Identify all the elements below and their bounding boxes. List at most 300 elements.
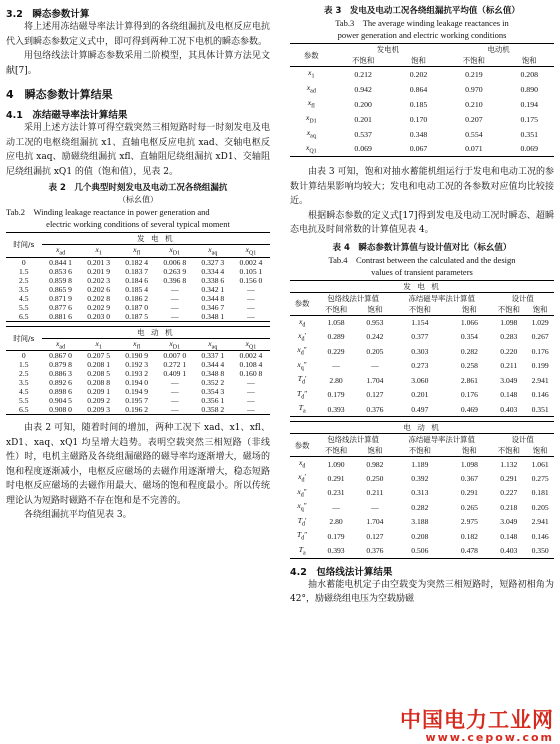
- table-cell: 1.058: [327, 318, 345, 327]
- table-3-caption: [290, 5, 554, 41]
- table-cell: 0.275: [531, 473, 549, 483]
- table-cell: 0.376: [358, 544, 392, 559]
- section-3-2-heading: 3.2 瞬态参数计算: [6, 9, 90, 20]
- table-3: [290, 43, 554, 157]
- table-cell: 0.146: [531, 390, 549, 400]
- table-row: [6, 369, 270, 378]
- table-cell: 0.313: [411, 488, 429, 498]
- table-cell: 0.210: [465, 99, 483, 109]
- table-4: [290, 280, 554, 559]
- table-cell: 4.5: [19, 293, 29, 303]
- table-row: [290, 486, 554, 501]
- table-3-column-header: 不饱和: [333, 55, 394, 67]
- table-4-param: $x_d'$: [298, 472, 307, 484]
- table-cell: 0.892 6: [49, 378, 72, 388]
- table-cell: 0.970: [465, 84, 483, 94]
- table-cell: 1.098: [500, 318, 518, 327]
- table-cell: 0.867 0: [49, 351, 72, 361]
- table-3-caption-en: power generation and electric working conditions: [337, 30, 507, 40]
- table-cell: 0.342 1: [201, 284, 225, 294]
- table-row: [6, 378, 270, 387]
- table-4-caption-cn: 表 4 瞬态参数计算值与设计值对比（标幺值）: [332, 242, 512, 253]
- table-cell: 3.049: [500, 375, 518, 385]
- table-cell: —: [332, 502, 340, 512]
- table-cell: 5.5: [19, 302, 29, 312]
- table-3-group-header: 电动机: [443, 44, 554, 56]
- table-cell: 2.5: [19, 369, 29, 379]
- table-cell: 0.282: [411, 502, 429, 512]
- table-4-column-header: 饱和: [526, 445, 554, 457]
- paragraph: 将上述用冻结磁导率法计算得到的各绕组漏抗及电枢反应电抗代入到瞬态参数定义式中，即可得到两种工况下电机的瞬态参数。: [6, 22, 270, 47]
- table-row: [290, 330, 554, 345]
- table-cell: 0.202 3: [87, 275, 111, 285]
- table-4-param: $T_d'$: [297, 374, 307, 386]
- table-cell: 0.283: [500, 332, 518, 342]
- table-2-column-header: $x_{aq}$: [194, 338, 232, 351]
- table-4-column-header: 不饱和: [314, 445, 357, 457]
- table-cell: 0.350: [526, 544, 554, 559]
- table-cell: 5.5: [19, 396, 29, 406]
- table-cell: —: [232, 312, 270, 322]
- table-cell: 0.227: [500, 488, 518, 498]
- table-cell: 6.5: [6, 405, 42, 415]
- table-cell: 0.354: [460, 332, 478, 342]
- table-cell: —: [247, 378, 255, 388]
- table-cell: 1.098: [460, 459, 478, 469]
- table-2-column-header: $x_{ad}$: [42, 245, 80, 258]
- table-2-caption-cn: 表 2 几个典型时刻发电及电动工况各绕组漏抗: [48, 183, 228, 193]
- table-cell: 0.179: [327, 531, 345, 541]
- table-2-column-header: $x_1$: [80, 245, 118, 258]
- table-row: [290, 529, 554, 544]
- table-cell: —: [247, 302, 255, 312]
- table-cell: 0.844 1: [49, 257, 72, 267]
- table-cell: 0.182 4: [125, 257, 149, 267]
- table-row: [6, 257, 270, 267]
- table-cell: 1.5: [19, 266, 29, 276]
- table-cell: 0.127: [366, 390, 384, 400]
- table-2: [6, 232, 270, 415]
- table-cell: 0.202 6: [87, 284, 111, 294]
- table-cell: 0.211: [366, 488, 384, 498]
- table-4-column-header: 饱和: [448, 304, 492, 316]
- table-cell: 0.393: [314, 402, 357, 417]
- table-row: [6, 276, 270, 285]
- table-4-column-header: 饱和: [358, 304, 392, 316]
- table-cell: 0.273: [411, 361, 429, 371]
- table-cell: 0.187 5: [118, 312, 156, 322]
- table-cell: 0.303: [411, 346, 429, 356]
- table-cell: 0.942: [354, 84, 372, 94]
- table-4-group-header: 发 电 机: [290, 280, 554, 292]
- table-cell: 0.185 4: [125, 284, 149, 294]
- table-cell: 0.554: [465, 129, 483, 139]
- table-row: [6, 360, 270, 369]
- table-cell: 0.506: [392, 544, 447, 559]
- table-cell: 0.344 8: [201, 293, 225, 303]
- table-row: [290, 402, 554, 417]
- table-cell: —: [170, 387, 179, 397]
- table-cell: 0.127: [366, 531, 384, 541]
- table-cell: 0.367: [460, 473, 478, 483]
- table-4-column-header: 不饱和: [392, 304, 447, 316]
- table-cell: —: [156, 312, 194, 322]
- table-4-param: $x_d$: [298, 458, 306, 470]
- table-row: [6, 303, 270, 312]
- table-cell: 0.250: [366, 473, 384, 483]
- table-3-group-header: 发电机: [333, 44, 444, 56]
- table-cell: 2.80: [329, 517, 343, 527]
- table-cell: 2.941: [531, 375, 549, 385]
- table-cell: 0.865 9: [49, 284, 72, 294]
- table-cell: —: [170, 396, 179, 406]
- table-4-method-header: 冻结磁导率法计算值: [408, 293, 475, 303]
- table-2-column-header: $x_{D1}$: [156, 338, 194, 351]
- table-3-param: $x_{fl}$: [307, 98, 315, 110]
- table-cell: 0: [21, 257, 26, 267]
- table-4-param: $x_q''$: [297, 501, 307, 513]
- table-cell: 0.208 8: [87, 378, 111, 388]
- section-4-1-heading: 4.1 冻结磁导率法计算结果: [6, 110, 128, 121]
- table-3-param: $x_{aq}$: [306, 128, 316, 140]
- table-row: [6, 294, 270, 303]
- table-cell: 0.219: [465, 69, 483, 79]
- table-cell: 2.5: [19, 275, 29, 285]
- table-cell: 0.403: [491, 544, 526, 559]
- table-2-caption-en: electric working conditions of several typical moment: [46, 219, 230, 229]
- table-row: [290, 373, 554, 388]
- table-row: [290, 500, 554, 515]
- table-cell: 0: [21, 351, 26, 361]
- watermark-url: www.cepow.com: [425, 731, 554, 744]
- table-cell: 0.265: [460, 502, 478, 512]
- table-4-column-header: 不饱和: [491, 445, 526, 457]
- table-cell: 1.061: [531, 459, 549, 469]
- table-cell: 0.334 4: [201, 266, 225, 276]
- table-cell: 0.108 4: [239, 360, 263, 370]
- table-cell: 0.006 8: [163, 257, 187, 267]
- table-4-caption-en: values of transient parameters: [371, 266, 473, 277]
- table-cell: 0.220: [500, 346, 518, 356]
- table-cell: 0.203 0: [80, 312, 118, 322]
- paragraph: 根据瞬态参数的定义式[17]得到发电及电动工况时瞬态、超瞬态电抗及时间常数的计算值见表 4。: [290, 210, 554, 235]
- table-cell: 0.351: [526, 402, 554, 417]
- table-row: [290, 388, 554, 403]
- table-cell: 1.704: [366, 517, 384, 527]
- watermark-title: 中国电力工业网: [400, 708, 554, 732]
- table-cell: 0.208: [411, 531, 429, 541]
- table-4-param: $x_d$: [298, 316, 306, 329]
- right-column: [290, 0, 554, 607]
- table-row: [290, 515, 554, 530]
- table-4-caption-en: Tab.4 Contrast between the calculated and the design: [328, 254, 516, 265]
- table-4-param: $T_d'$: [297, 515, 307, 528]
- table-cell: 0.881 6: [42, 312, 80, 322]
- table-cell: 0.886 3: [49, 369, 72, 379]
- table-cell: 0.396 8: [163, 275, 187, 285]
- table-cell: 0.231: [327, 488, 345, 498]
- table-cell: 0.218: [500, 502, 518, 512]
- table-4-column-header: 不饱和: [314, 304, 357, 316]
- site-watermark: [400, 708, 554, 744]
- table-cell: 0.160 8: [239, 369, 263, 379]
- table-cell: 0.146: [531, 531, 549, 541]
- table-cell: 0.194 0: [125, 378, 149, 388]
- table-2-group-header: 发 电 机: [42, 233, 270, 245]
- table-2-column-header: $x_{Q1}$: [232, 338, 270, 351]
- table-cell: 0.148: [500, 390, 518, 400]
- table-cell: 0.267: [531, 332, 549, 342]
- table-2-caption-en: Tab.2 Winding leakage reactance in power generation and: [6, 207, 210, 217]
- table-4-method-header: 包络线法计算值: [327, 435, 380, 444]
- table-cell: 0.346 7: [201, 302, 225, 312]
- table-cell: 0.338 6: [201, 275, 225, 285]
- table-row: [290, 67, 554, 82]
- section-4-2-heading: 4.2 包络线法计算结果: [290, 566, 393, 578]
- table-cell: 0.170: [409, 114, 428, 124]
- table-cell: 0.354 3: [201, 387, 225, 397]
- table-cell: 0.069: [333, 142, 394, 157]
- table-cell: 0.348: [409, 129, 428, 139]
- table-cell: 0.356 1: [201, 396, 225, 406]
- table-cell: 0.898 6: [49, 387, 72, 397]
- table-row: [290, 82, 554, 97]
- table-row: [290, 97, 554, 112]
- table-cell: 0.291: [500, 473, 518, 483]
- table-4-param: $T_a$: [290, 544, 314, 559]
- table-cell: —: [170, 284, 179, 294]
- table-cell: 0.207 5: [87, 351, 111, 361]
- table-cell: 0.497: [392, 402, 447, 417]
- table-2-column-header: $x_{fl}$: [118, 338, 156, 351]
- table-4-param: $x_q''$: [297, 359, 307, 372]
- table-cell: 0.953: [366, 318, 384, 327]
- table-cell: 0.289: [327, 332, 345, 342]
- table-row: [6, 396, 270, 405]
- table-cell: 0.201: [354, 114, 372, 124]
- table-cell: 1.090: [327, 459, 345, 469]
- table-cell: 3.188: [411, 517, 429, 527]
- table-cell: 0.344 4: [201, 360, 225, 370]
- left-column: [6, 0, 270, 523]
- paragraph: 用包络线法计算瞬态参数采用二阶模型，其具体计算方法见文献[7]。: [6, 51, 270, 76]
- table-cell: —: [232, 405, 270, 415]
- table-3-caption-cn: 表 3 发电及电动工况各绕组漏抗平均值（标幺值）: [324, 6, 520, 16]
- table-cell: 0.067: [394, 142, 443, 157]
- table-row: [6, 285, 270, 294]
- table-cell: 0.890: [520, 84, 538, 94]
- table-cell: 0.184 6: [125, 275, 149, 285]
- table-cell: 0.205: [366, 346, 384, 356]
- table-4-column-header: 不饱和: [491, 304, 526, 316]
- table-cell: 0.196 2: [118, 405, 156, 415]
- table-cell: 0.183 7: [125, 266, 149, 276]
- table-row: [290, 457, 554, 472]
- table-cell: 1.066: [460, 318, 478, 327]
- table-4-param: $x_d'$: [298, 330, 307, 343]
- table-cell: 0.148: [500, 531, 518, 541]
- table-cell: 0.181: [531, 488, 549, 498]
- table-cell: 3.049: [500, 517, 518, 527]
- table-cell: 0.282: [460, 346, 478, 356]
- table-cell: 1.154: [411, 318, 429, 327]
- table-4-param: $T_d''$: [296, 388, 308, 401]
- table-cell: 0.209 3: [80, 405, 118, 415]
- table-2-time-header: 时间/s: [6, 326, 42, 351]
- table-4-method-header: 冻结磁导率法计算值: [408, 435, 475, 444]
- table-cell: 0.209 1: [87, 387, 111, 397]
- table-4-column-header: 不饱和: [392, 445, 447, 457]
- table-cell: 0.258: [460, 361, 478, 371]
- table-row: [290, 359, 554, 374]
- table-3-caption-en: Tab.3 The average winding leakage reactances in: [335, 18, 509, 28]
- table-cell: 0.351: [520, 129, 538, 139]
- table-cell: 0.193 2: [125, 369, 149, 379]
- table-2-column-header: $x_{Q1}$: [232, 245, 270, 258]
- table-cell: 0.205: [531, 502, 549, 512]
- table-cell: 1.5: [19, 360, 29, 370]
- table-cell: 0.194 9: [125, 387, 149, 397]
- table-cell: 0.393: [314, 544, 357, 559]
- table-4-column-header: 饱和: [358, 445, 392, 457]
- table-cell: 2.975: [460, 517, 478, 527]
- paragraph: 由表 3 可知，饱和对抽水蓄能机组运行于发电和电动工况的参数计算结果影响均较大；发电和电动工况的各参数对应值均比较接近。: [290, 167, 554, 206]
- table-cell: 0.069: [504, 142, 554, 157]
- table-cell: 2.80: [329, 375, 343, 385]
- table-4-group-header: 电 动 机: [290, 422, 554, 434]
- table-2-column-header: $x_1$: [80, 338, 118, 351]
- table-cell: 0.982: [366, 459, 384, 469]
- table-4-method-header: 设计值: [511, 293, 534, 303]
- table-cell: 3.5: [19, 378, 29, 388]
- table-2-caption: [6, 182, 270, 230]
- table-cell: 0.175: [520, 114, 538, 124]
- table-row: [6, 405, 270, 415]
- table-cell: —: [332, 361, 340, 371]
- table-cell: 0.358 2: [194, 405, 232, 415]
- table-cell: 0.200: [354, 99, 372, 109]
- table-cell: 0.348 8: [201, 369, 225, 379]
- table-3-column-header: 饱和: [394, 55, 443, 67]
- table-row: [290, 471, 554, 486]
- table-cell: 0.208 5: [87, 369, 111, 379]
- table-cell: 0.202 9: [87, 302, 111, 312]
- table-cell: 2.941: [531, 517, 549, 527]
- table-2-column-header: $x_{ad}$: [42, 338, 80, 351]
- table-cell: —: [247, 396, 255, 406]
- table-2-unit: （标幺值）: [118, 195, 158, 204]
- paragraph: 由表 2 可知，随着时间的增加，两种工况下 xad、x1、xfl、xD1、xaq、xQ1 均呈增大趋势。表明空载突然三相短路（非线性）时，电机主磁路及各绕组漏磁路的磁导率均逐渐增大，磁场的饱和程度逐渐减小，电枢反应磁场的去磁作用逐渐增大，稳态短路时电枢反应磁场的去磁作用最大、磁场的饱和程度最小。所以传统理论认为短路时磁路不存在饱和是不完善的。: [6, 423, 270, 506]
- table-row: [290, 142, 554, 157]
- section-4-heading: 4 瞬态参数计算结果: [6, 88, 113, 101]
- table-cell: 4.5: [19, 387, 29, 397]
- table-cell: 0.877 6: [49, 302, 72, 312]
- table-cell: —: [371, 361, 379, 371]
- table-3-param: $x_1$: [308, 68, 315, 81]
- table-cell: 0.202 8: [87, 293, 111, 303]
- table-4-param-header: 参数: [290, 434, 314, 457]
- table-4-param: $x_d''$: [297, 486, 307, 499]
- table-cell: 0.263 9: [163, 266, 187, 276]
- table-cell: 0.156 0: [239, 275, 263, 285]
- table-row: [6, 351, 270, 361]
- table-row: [290, 544, 554, 559]
- table-3-column-header: 不饱和: [443, 55, 504, 67]
- table-row: [6, 267, 270, 276]
- table-cell: 1.132: [500, 459, 518, 469]
- table-cell: 0.242: [366, 332, 384, 342]
- table-cell: 0.182: [460, 531, 478, 541]
- table-row: [290, 127, 554, 142]
- table-3-param: $x_{D1}$: [305, 113, 317, 125]
- table-cell: 0.199: [531, 361, 549, 371]
- table-4-column-header: 饱和: [526, 304, 554, 316]
- table-cell: 0.007 0: [163, 351, 187, 361]
- table-3-param: $x_{Q1}$: [290, 142, 333, 157]
- table-4-column-header: 饱和: [448, 445, 492, 457]
- table-cell: 0.207: [465, 114, 483, 124]
- paragraph: 各绕组漏抗平均值见表 3。: [24, 510, 132, 521]
- table-cell: 3.5: [19, 284, 29, 294]
- table-cell: 0.229: [327, 346, 345, 356]
- table-2-column-header: $x_{D1}$: [156, 245, 194, 258]
- table-cell: 0.201: [411, 390, 429, 400]
- table-cell: 0.002 4: [239, 257, 263, 267]
- table-cell: 1.704: [366, 375, 384, 385]
- table-cell: 1.189: [411, 459, 429, 469]
- table-cell: 0.392: [411, 473, 429, 483]
- table-4-caption: [290, 242, 554, 278]
- table-cell: 0.348 1: [194, 312, 232, 322]
- table-cell: —: [170, 293, 179, 303]
- table-cell: 3.060: [411, 375, 429, 385]
- table-3-column-header: 饱和: [504, 55, 554, 67]
- table-cell: 0.853 6: [49, 266, 72, 276]
- table-cell: 0.352 2: [201, 378, 225, 388]
- paragraph: 抽水蓄能电机定子由空载变为突然三相短路时，短路初相角为 42°，励磁绕组电压为空载励磁: [290, 579, 554, 604]
- table-cell: 0.537: [354, 129, 372, 139]
- table-cell: 0.208 1: [87, 360, 111, 370]
- table-cell: 0.904 5: [49, 396, 72, 406]
- table-cell: 2.861: [460, 375, 478, 385]
- table-cell: 0.212: [354, 69, 372, 79]
- table-row: [6, 387, 270, 396]
- table-cell: 0.186 2: [125, 293, 149, 303]
- table-cell: 0.211: [500, 361, 518, 371]
- table-cell: 0.871 9: [49, 293, 72, 303]
- table-cell: 0.859 8: [49, 275, 72, 285]
- table-cell: 0.202: [409, 69, 428, 79]
- table-cell: 0.185: [409, 99, 428, 109]
- table-4-param: $T_a$: [290, 402, 314, 417]
- table-4-param: $T_d''$: [296, 530, 308, 542]
- table-4-method-header: 包络线法计算值: [327, 293, 380, 303]
- table-cell: —: [170, 378, 179, 388]
- table-cell: —: [247, 284, 255, 294]
- table-cell: —: [170, 302, 179, 312]
- table-cell: 0.194: [520, 99, 538, 109]
- table-cell: 0.176: [531, 346, 549, 356]
- table-cell: 0.403: [491, 402, 526, 417]
- table-cell: 0.201 3: [87, 257, 111, 267]
- table-cell: 0.071: [443, 142, 504, 157]
- table-cell: 0.190 9: [125, 351, 149, 361]
- table-cell: 0.908 0: [42, 405, 80, 415]
- table-cell: 0.176: [460, 390, 478, 400]
- table-cell: 0.879 8: [49, 360, 72, 370]
- table-row: [6, 312, 270, 322]
- table-cell: 0.272 1: [163, 360, 187, 370]
